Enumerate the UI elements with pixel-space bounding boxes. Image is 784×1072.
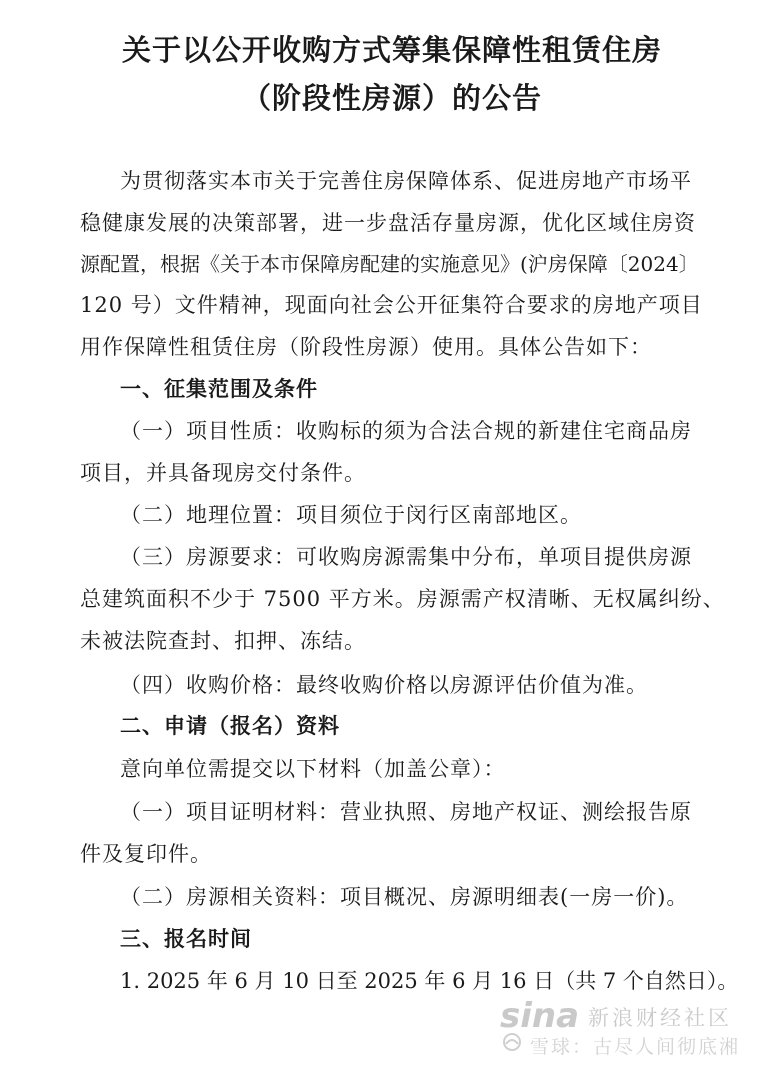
section-heading-2: 二、申请（报名）资料 <box>120 714 340 738</box>
item-2-2: （二）房源相关资料：项目概况、房源明细表(一房一价)。 <box>120 885 689 909</box>
sina-watermark <box>500 996 770 1056</box>
item-1-2: （二）地理位置：项目须位于闵行区南部地区。 <box>120 503 582 527</box>
item-1-3-line-3: 未被法院查封、扣押、冻结。 <box>80 629 366 653</box>
sina-logo: sina <box>500 996 580 1036</box>
paragraph-intro-line-1: 为贯彻落实本市关于完善住房保障体系、促进房地产市场平 <box>120 169 692 193</box>
snowball-icon <box>500 1032 524 1052</box>
item-1-1-line-2: 项目，并具备现房交付条件。 <box>80 461 366 485</box>
paragraph-materials-intro: 意向单位需提交以下材料（加盖公章）： <box>120 757 506 781</box>
paragraph-intro-line-3: 源配置，根据《关于本市保障房配建的实施意见》(沪房保障〔2024〕 <box>80 252 699 276</box>
item-2-1-line-1: （一）项目证明材料：营业执照、房地产权证、测绘报告原 <box>120 800 692 824</box>
watermark-xueqiu-user: 雪球：古尽人间彻底湘 <box>530 1036 741 1058</box>
item-1-3-line-2: 总建筑面积不少于 7500 平方米。房源需产权清晰、无权属纠纷、 <box>80 587 725 611</box>
paragraph-intro-line-5: 用作保障性租赁住房（阶段性房源）使用。具体公告如下： <box>80 335 652 359</box>
document-title-line-2: （阶段性房源）的公告 <box>241 81 542 115</box>
item-1-3-line-1: （三）房源要求：可收购房源需集中分布，单项目提供房源 <box>120 545 692 569</box>
paragraph-intro-line-4: 120 号）文件精神，现面向社会公开征集符合要求的房地产项目 <box>80 293 703 317</box>
section-heading-3: 三、报名时间 <box>120 927 252 951</box>
document-title-line-1: 关于以公开收购方式筹集保障性租赁住房 <box>121 33 662 67</box>
item-2-1-line-2: 件及复印件。 <box>80 842 212 866</box>
watermark-site-name: 新浪财经社区 <box>588 1006 732 1030</box>
item-3-1: 1. 2025 年 6 月 10 日至 2025 年 6 月 16 日（共 7 个自然日）。 <box>120 969 739 993</box>
paragraph-intro-line-2: 稳健康发展的决策部署，进一步盘活存量房源，优化区域住房资 <box>80 211 696 235</box>
section-heading-1: 一、征集范围及条件 <box>120 377 318 401</box>
item-1-4: （四）收购价格：最终收购价格以房源评估价值为准。 <box>120 673 648 697</box>
item-1-1-line-1: （一）项目性质：收购标的须为合法合规的新建住宅商品房 <box>120 419 692 443</box>
